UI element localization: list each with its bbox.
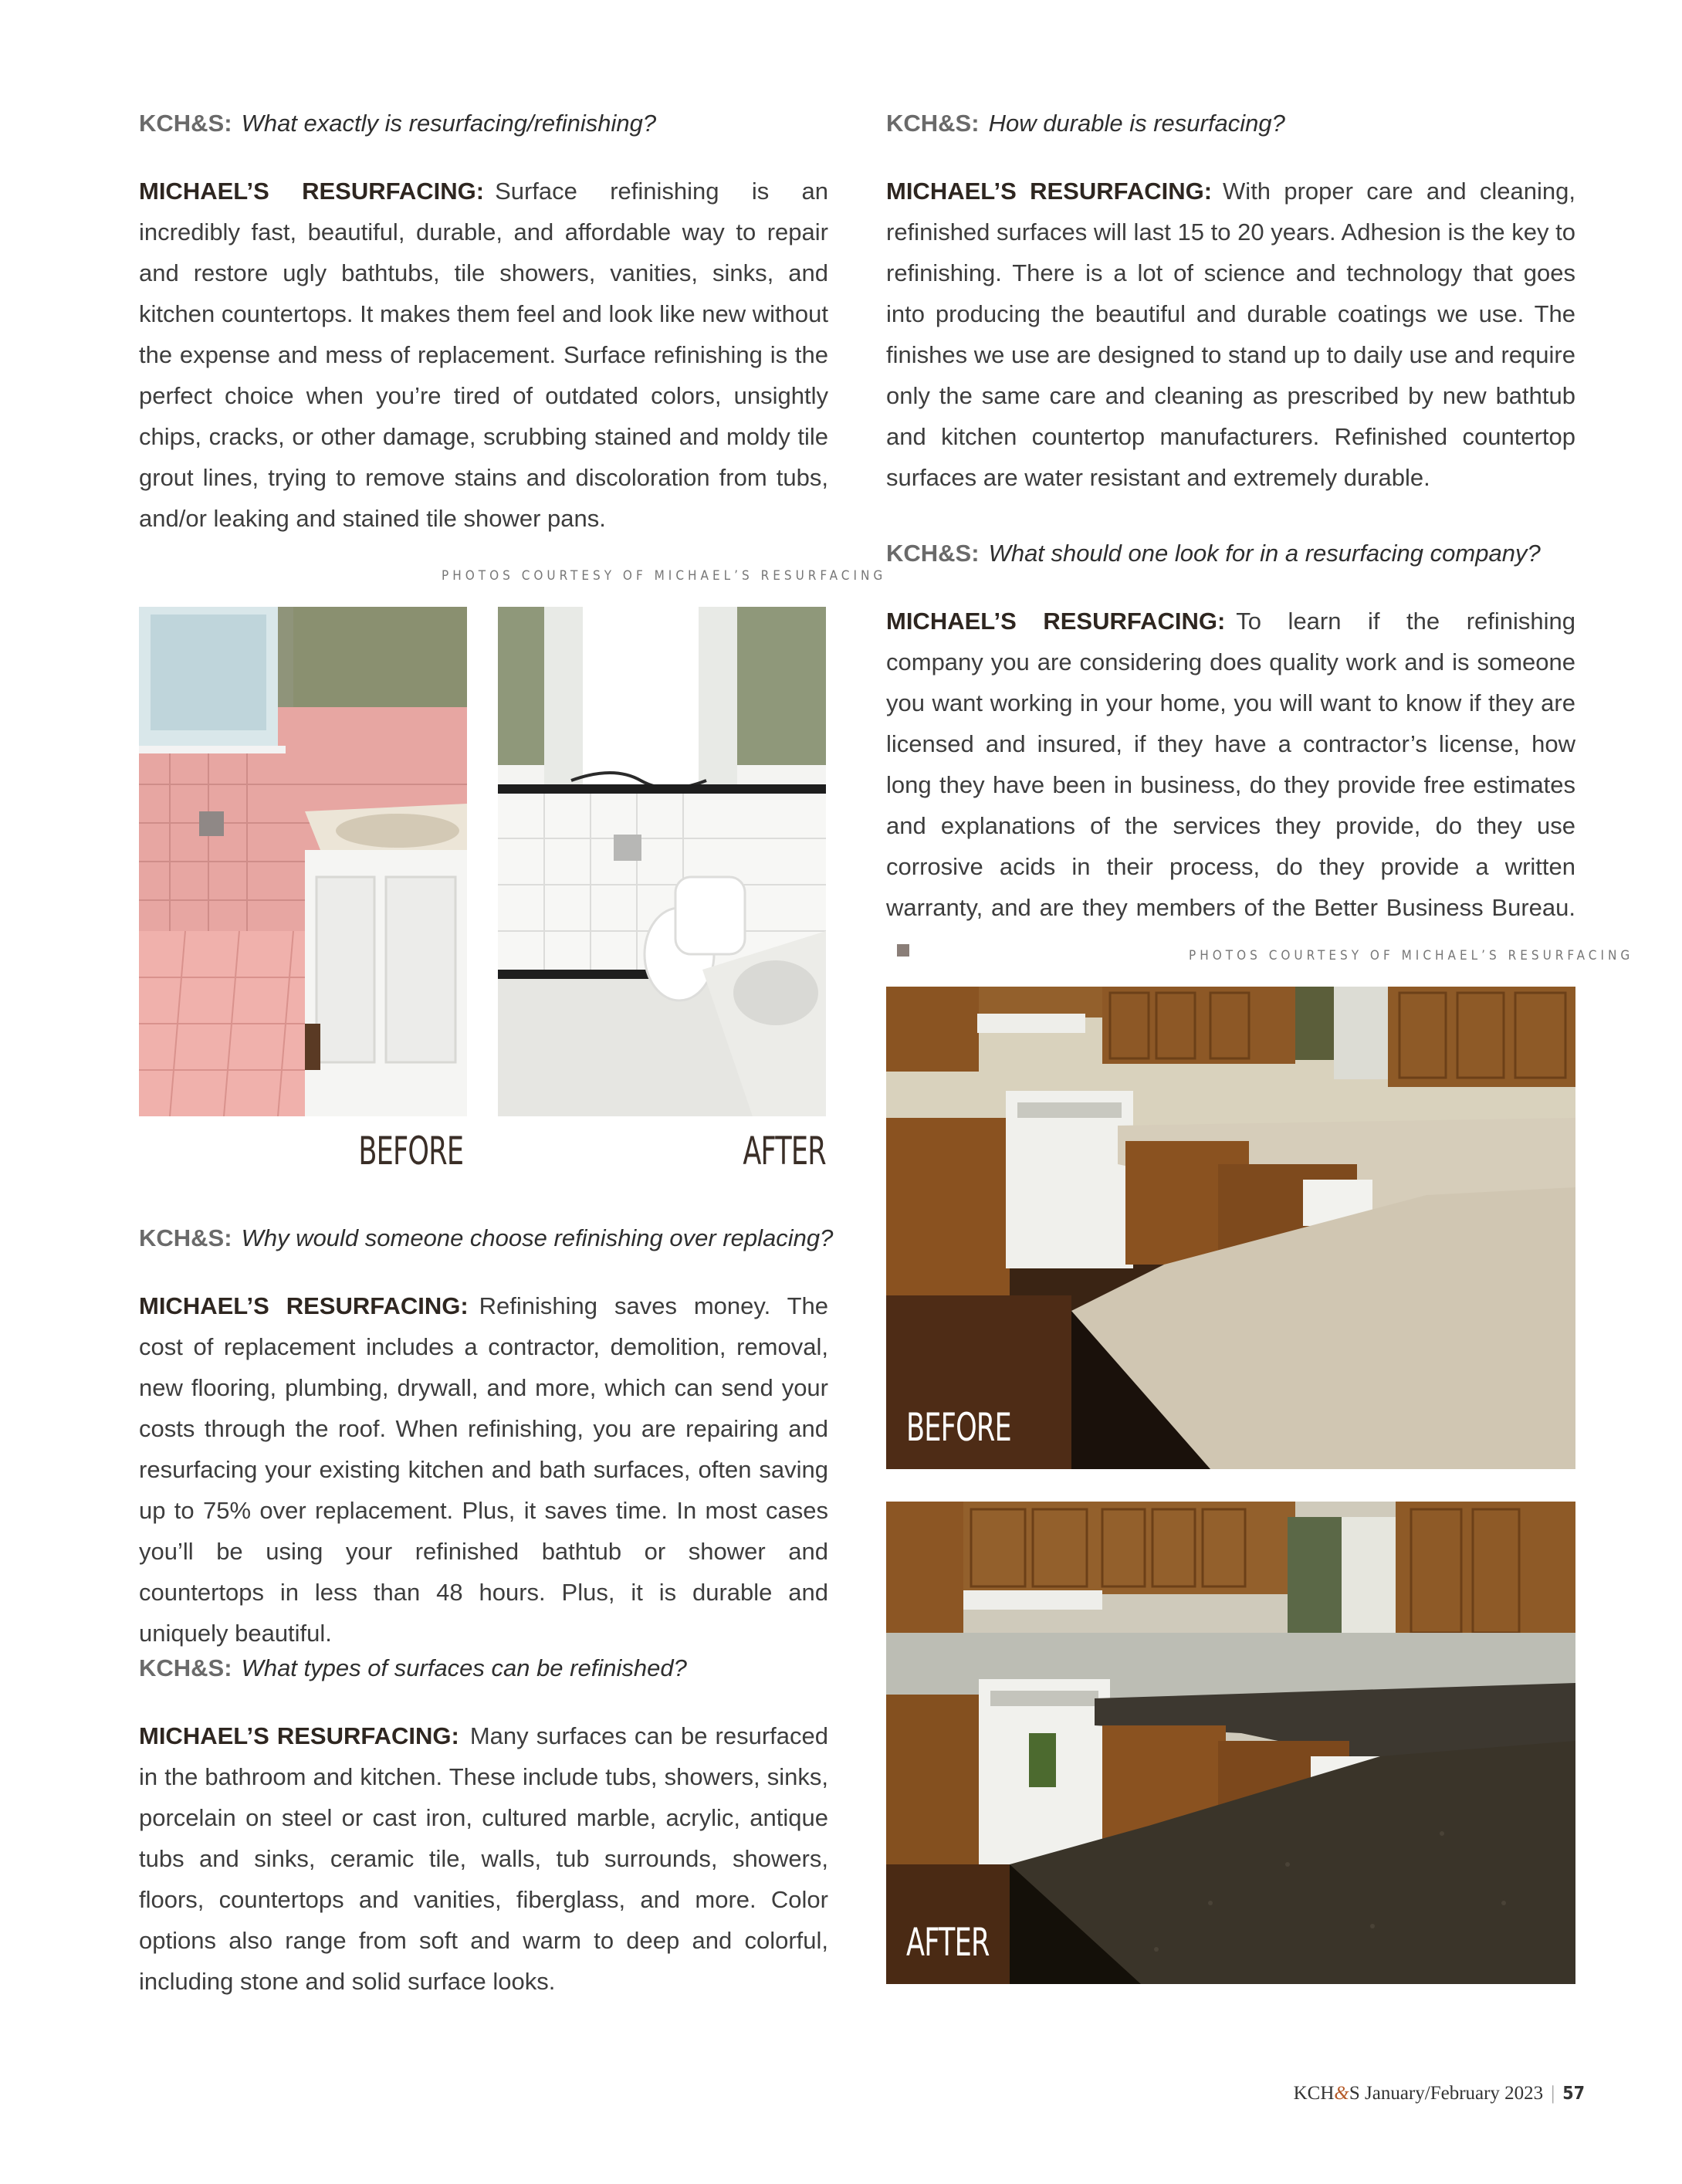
footer-separator: | xyxy=(1551,2083,1555,2104)
kchs-label: KCH&S: xyxy=(139,1224,232,1251)
answer-text: Surface refinishing is an incredibly fast, beautiful, durable, and affordable way to repair and restore ugly bathtubs, tile showers, vanities, sinks, and kitchen countertops. It makes them feel and look like new without the expense and mess of replacement. Surface refinishing is the perfect choice when you’re tired of outdated colors, unsightly chips, cracks, or other damage, scrubbing stained and moldy tile grout lines, trying to remove stains and discoloration from tubs, and/or leaking and stained tile shower pans. xyxy=(139,178,829,532)
bathroom-after-photo xyxy=(498,607,826,1116)
speaker-label: MICHAEL’S RESURFACING: xyxy=(139,1722,459,1749)
question-what-to-look-for xyxy=(886,538,1581,569)
answer-how-durable xyxy=(886,171,1575,498)
answer-what-is-resurfacing xyxy=(139,171,828,539)
speaker-label: MICHAEL’S RESURFACING: xyxy=(886,178,1213,205)
magazine-brand: KCH xyxy=(1293,2083,1335,2104)
kchs-label: KCH&S: xyxy=(886,540,980,567)
speaker-label: MICHAEL’S RESURFACING: xyxy=(886,608,1226,635)
bathroom-before-photo xyxy=(139,607,467,1116)
kchs-label: KCH&S: xyxy=(139,110,232,137)
kitchen-before-caption: BEFORE xyxy=(906,1405,1011,1450)
speaker-label: MICHAEL’S RESURFACING: xyxy=(139,1292,469,1319)
photo-credit: PHOTOS COURTESY OF MICHAEL’S RESURFACING xyxy=(1189,948,1634,963)
answer-what-to-look-for xyxy=(886,601,1575,969)
kitchen-after-caption: AFTER xyxy=(906,1920,990,1965)
end-of-article-mark xyxy=(897,944,909,957)
answer-text: Many surfaces can be resurfaced in the bathroom and kitchen. These include tubs, showers, sinks, porcelain on steel or cast iron, cultured marble, acrylic, antique tubs and sinks, ceramic tile, walls, tub surrounds, showers, floors, countertops and vanities, fiberglass, and more. Color options also range from soft and warm to deep and colorful, including stone and solid surface looks. xyxy=(139,1722,829,1995)
question-text: Why would someone choose refinishing over replacing? xyxy=(241,1224,834,1251)
magazine-issue: S January/February 2023 xyxy=(1349,2083,1544,2104)
kchs-label: KCH&S: xyxy=(139,1654,232,1681)
answer-text: Refinishing saves money. The cost of replacement includes a contractor, demolition, removal, new flooring, plumbing, drywall, and more, which can send your costs through the roof. When refinishing, you are repairing and resurfacing your existing kitchen and bath surfaces, often saving up to 75% over replacement. Plus, it saves time. In most cases you’ll be using your refinished bathtub or shower and countertops in less than 48 hours. Plus, it is durable and uniquely beautiful. xyxy=(139,1292,828,1647)
question-text: How durable is resurfacing? xyxy=(988,110,1285,137)
bathroom-before-caption: BEFORE xyxy=(358,1129,463,1173)
photo-credit: PHOTOS COURTESY OF MICHAEL’S RESURFACING xyxy=(442,568,887,584)
question-surface-types xyxy=(139,1653,834,1684)
question-how-durable xyxy=(886,108,1581,139)
question-why-refinishing xyxy=(139,1223,834,1254)
answer-text: To learn if the refinishing company you are considering does quality work and is someone you want working in your home, you will want to know if they are licensed and insured, if they have a contractor’s license, how long they have been in business, do they provide free estimates and explanations of the services they provide, do they use corrosive acids in their process, do they provide a written warranty, and are they members of the Better Business Bureau. xyxy=(886,608,1575,921)
magazine-brand-ampersand: & xyxy=(1334,2083,1349,2104)
page-number: 57 xyxy=(1562,2084,1585,2104)
kitchen-after-photo xyxy=(886,1502,1575,1984)
question-what-is-resurfacing xyxy=(139,108,834,139)
answer-why-refinishing xyxy=(139,1285,828,1654)
question-text: What exactly is resurfacing/refinishing? xyxy=(241,110,657,137)
question-text: What types of surfaces can be refinished? xyxy=(241,1654,687,1681)
bathroom-after-caption: AFTER xyxy=(743,1129,826,1173)
question-text: What should one look for in a resurfacing company? xyxy=(988,540,1541,567)
kchs-label: KCH&S: xyxy=(886,110,980,137)
kitchen-before-photo xyxy=(886,987,1575,1469)
page-footer xyxy=(1294,2083,1585,2104)
answer-text: With proper care and cleaning, refinished surfaces will last 15 to 20 years. Adhesion is the key to refinishing. There is a lot of science and technology that goes into producing the beautiful and durable coatings we use. The finishes we use are designed to stand up to daily use and require only the same care and cleaning as prescribed by new bathtub and kitchen countertop manufacturers. Refinished countertop surfaces are water resistant and extremely durable. xyxy=(886,178,1575,491)
speaker-label: MICHAEL’S RESURFACING: xyxy=(139,178,485,205)
answer-surface-types xyxy=(139,1715,828,2002)
